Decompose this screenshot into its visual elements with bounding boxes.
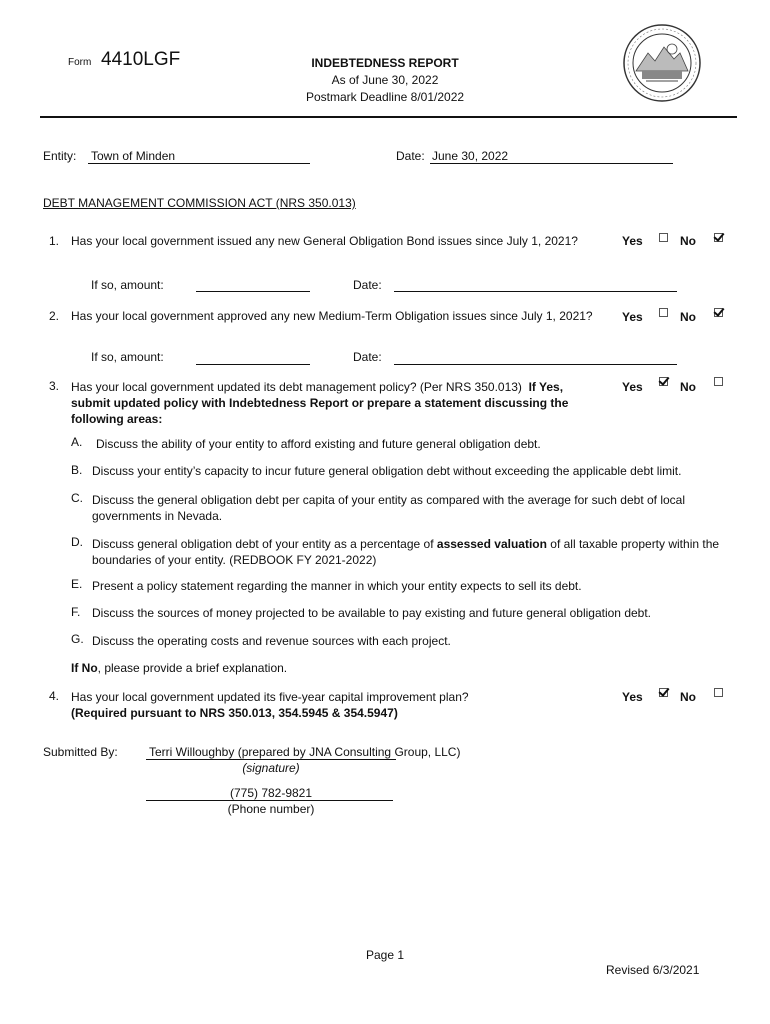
as-of-date: As of June 30, 2022 bbox=[331, 73, 439, 87]
signature-caption: (signature) bbox=[242, 761, 300, 775]
form-number: 4410LGF bbox=[101, 49, 181, 70]
q1-yes-label: Yes bbox=[622, 234, 643, 248]
area-f-text: Discuss the sources of money projected to be available to pay existing and future general obligation debt. bbox=[92, 606, 652, 620]
if-no-explanation bbox=[71, 661, 287, 675]
phone-line bbox=[146, 800, 393, 801]
q4-no-label: No bbox=[680, 690, 696, 704]
q2-date-field[interactable] bbox=[394, 364, 677, 365]
act-heading: DEBT MANAGEMENT COMMISSION ACT (NRS 350.013) bbox=[43, 196, 356, 210]
phone-caption: (Phone number) bbox=[227, 802, 315, 816]
q3-no-checkbox[interactable] bbox=[714, 377, 723, 386]
q3-text-bold-3: following areas: bbox=[71, 412, 163, 426]
date-label: Date: bbox=[396, 149, 425, 163]
area-f-letter: F. bbox=[71, 605, 81, 619]
report-title: INDEBTEDNESS REPORT bbox=[311, 56, 459, 70]
area-c-line-1: Discuss the general obligation debt per capita of your entity as compared with the average for such debt of local bbox=[92, 493, 686, 507]
q3-number: 3. bbox=[49, 379, 60, 393]
q3-text-bold-1: If Yes, bbox=[528, 380, 564, 394]
form-label: Form bbox=[68, 57, 92, 68]
q2-amount-field[interactable] bbox=[196, 364, 310, 365]
q1-no-checkbox[interactable] bbox=[714, 233, 723, 242]
q1-no-label: No bbox=[680, 234, 696, 248]
if-no-rest: , please provide a brief explanation. bbox=[97, 661, 288, 675]
page-number: Page 1 bbox=[365, 948, 405, 962]
area-b-text: Discuss your entity’s capacity to incur future general obligation debt without exceeding the applicable debt limit. bbox=[92, 464, 682, 478]
date-underline bbox=[430, 163, 673, 164]
q3-yes-label: Yes bbox=[622, 380, 643, 394]
q3-text bbox=[71, 379, 611, 427]
area-c-text bbox=[92, 492, 685, 524]
nevada-state-seal-icon bbox=[622, 23, 702, 103]
area-d-letter: D. bbox=[71, 535, 83, 549]
q3-text-bold-2: submit updated policy with Indebtedness Report or prepare a statement discussing the bbox=[71, 396, 569, 410]
q2-no-checkbox[interactable] bbox=[714, 308, 723, 317]
area-d-bold: assessed valuation bbox=[436, 537, 547, 551]
q4-text-line-1: Has your local government updated its five-year capital improvement plan? bbox=[71, 690, 469, 704]
q4-yes-checkbox[interactable] bbox=[659, 688, 668, 697]
q4-no-checkbox[interactable] bbox=[714, 688, 723, 697]
date-value[interactable]: June 30, 2022 bbox=[432, 149, 509, 163]
if-no-bold: If No bbox=[71, 661, 98, 675]
area-b-letter: B. bbox=[71, 463, 83, 477]
phone-number[interactable]: (775) 782-9821 bbox=[229, 786, 313, 800]
submitted-by-label: Submitted By: bbox=[43, 745, 118, 759]
q1-yes-checkbox[interactable] bbox=[659, 233, 668, 242]
header-divider bbox=[40, 116, 737, 118]
q3-no-label: No bbox=[680, 380, 696, 394]
report-title-block bbox=[270, 55, 500, 106]
revised-date: Revised 6/3/2021 bbox=[606, 963, 700, 977]
q3-text-plain: Has your local government updated its debt management policy? (Per NRS 350.013) bbox=[71, 380, 522, 394]
q4-yes-label: Yes bbox=[622, 690, 643, 704]
signature-line bbox=[146, 759, 396, 760]
q2-yes-checkbox[interactable] bbox=[659, 308, 668, 317]
q1-date-field[interactable] bbox=[394, 291, 677, 292]
q1-amount-field[interactable] bbox=[196, 291, 310, 292]
area-d-line-2: boundaries of your entity. (REDBOOK FY 2021-2022) bbox=[92, 553, 377, 567]
area-d-pre: Discuss general obligation debt of your entity as a percentage of bbox=[92, 537, 437, 551]
area-e-text: Present a policy statement regarding the manner in which your entity expects to sell its debt. bbox=[92, 579, 582, 593]
q1-amount-label: If so, amount: bbox=[91, 278, 164, 292]
area-d-text bbox=[92, 536, 742, 568]
entity-underline bbox=[88, 163, 310, 164]
area-a-text: Discuss the ability of your entity to afford existing and future general obligation debt. bbox=[96, 437, 541, 451]
q2-amount-label: If so, amount: bbox=[91, 350, 164, 364]
q2-date-label: Date: bbox=[353, 350, 382, 364]
q4-number: 4. bbox=[49, 689, 60, 703]
area-c-line-2: governments in Nevada. bbox=[92, 509, 223, 523]
area-g-text: Discuss the operating costs and revenue sources with each project. bbox=[92, 634, 451, 648]
entity-label: Entity: bbox=[43, 149, 77, 163]
area-e-letter: E. bbox=[71, 577, 83, 591]
area-a-letter: A. bbox=[71, 435, 83, 449]
area-g-letter: G. bbox=[71, 632, 84, 646]
postmark-deadline: Postmark Deadline 8/01/2022 bbox=[305, 90, 465, 104]
q1-number: 1. bbox=[49, 234, 60, 248]
q2-yes-label: Yes bbox=[622, 310, 643, 324]
submitter-name[interactable]: Terri Willoughby (prepared by JNA Consulting Group, LLC) bbox=[149, 745, 461, 759]
q4-text bbox=[71, 689, 469, 721]
q1-date-label: Date: bbox=[353, 278, 382, 292]
entity-value[interactable]: Town of Minden bbox=[91, 149, 176, 163]
q2-no-label: No bbox=[680, 310, 696, 324]
area-c-letter: C. bbox=[71, 491, 83, 505]
q1-text: Has your local government issued any new General Obligation Bond issues since July 1, 2021? bbox=[71, 234, 578, 248]
q3-yes-checkbox[interactable] bbox=[659, 377, 668, 386]
q4-text-bold: (Required pursuant to NRS 350.013, 354.5945 & 354.5947) bbox=[71, 706, 398, 720]
q2-text: Has your local government approved any new Medium-Term Obligation issues since July 1, 2021? bbox=[71, 309, 593, 323]
q2-number: 2. bbox=[49, 309, 60, 323]
area-d-post: of all taxable property within the bbox=[546, 537, 720, 551]
